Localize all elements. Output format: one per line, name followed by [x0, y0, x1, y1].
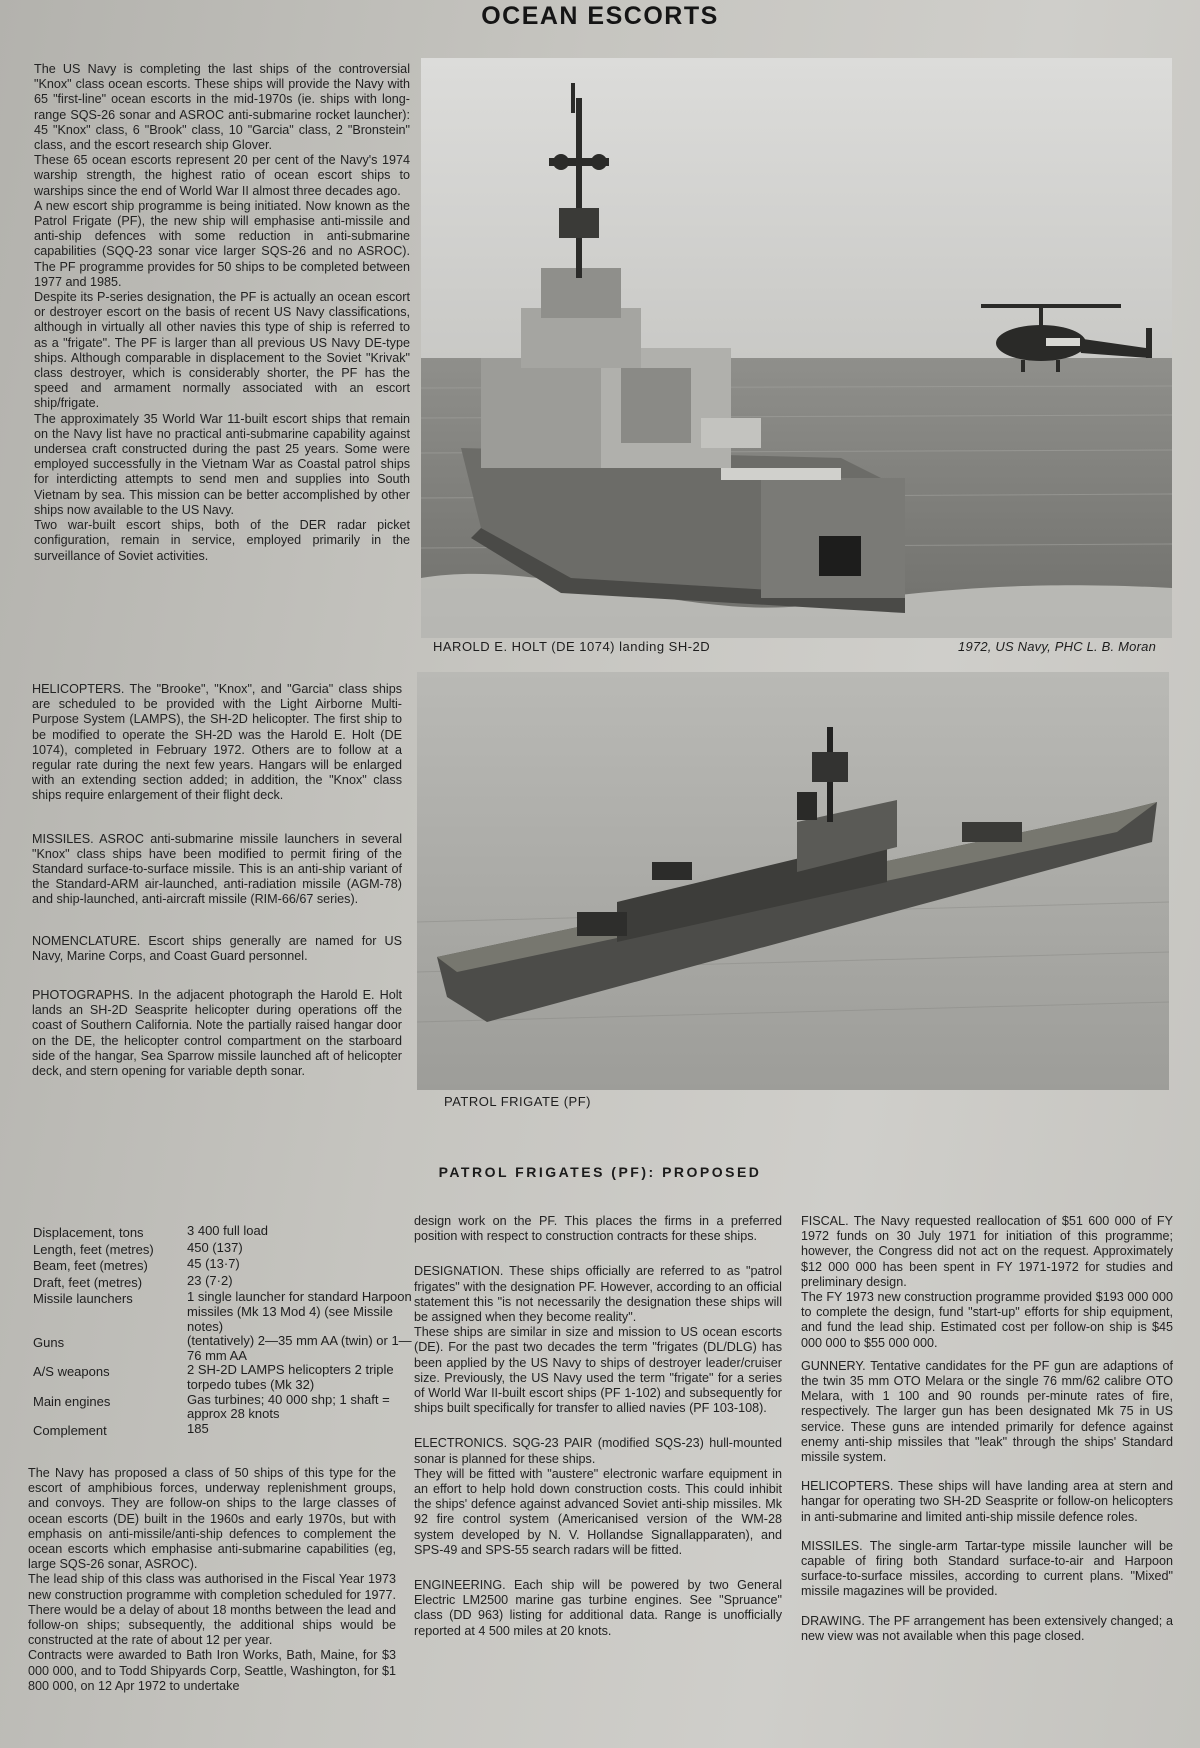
pf-col1-para-2: The lead ship of this class was authorised in the Fiscal Year 1973 new construction programme with completion scheduled for 1977. There would be a delay of about 18 months between the lead and follow-on ships; subsequently, the additional ships would be constructed at the rate of about 12 per year.: [28, 1572, 396, 1648]
spec-row: Guns (tentatively) 2—35 mm AA (twin) or 1—76 mm AA: [33, 1333, 412, 1363]
pf-col2-designation: DESIGNATION. These ships officially are referred to as "patrol frigates" with the designation PF. However, according to an official statement this "is not necessarily the designation these ships will be assigned when they become reality".: [414, 1264, 782, 1325]
photo1-credit: 1972, US Navy, PHC L. B. Moran: [958, 639, 1156, 654]
intro-para-5: The approximately 35 World War 11-built escort ships that remain on the Navy list have no practical anti-submarine capability against undersea craft constructed during the past 25 years. Some were employed successfully in the Vietnam War as Coastal patrol ships for interdicting attempts to send men and supplies into South Vietnam by sea. This mission can be better accomplished by other ships now available to the US Navy.: [34, 411, 410, 517]
photo2-caption: PATROL FRIGATE (PF): [444, 1094, 591, 1109]
spec-row: Missile launchers 1 single launcher for standard Harpoon missiles (Mk 13 Mod 4) (see Missile notes): [33, 1289, 412, 1334]
pf-col2-electronics: ELECTRONICS. SQG-23 PAIR (modified SQS-23) hull-mounted sonar is planned for these ships.: [414, 1436, 782, 1466]
pf-col3-drawing: DRAWING. The PF arrangement has been extensively changed; a new view was not available when this page closed.: [801, 1613, 1173, 1643]
note-helicopters: HELICOPTERS. The "Brooke", "Knox", and "Garcia" class ships are scheduled to be provided with the Light Airborne Multi-Purpose System (LAMPS), the SH-2D helicopter. The first ship to be modified to operate the SH-2D was the Harold E. Holt (DE 1074), completed in February 1972. Others are to follow at a regular rate during the next few years. Hangars will be enlarged with an extending section added; in addition, the "Knox" class ships require enlargement of their flight deck.: [32, 682, 402, 803]
page-title: OCEAN ESCORTS: [481, 2, 719, 30]
spec-row: Complement 185: [33, 1420, 209, 1438]
specs-table: [33, 1224, 413, 1438]
intro-para-1: The US Navy is completing the last ships of the controversial "Knox" class ocean escorts. These ships will provide the Navy with 65 "first-line" ocean escorts in the mid-1970s (ie. ships with long-range SQS-26 sonar and ASROC anti-submarine rocket launcher): 45 "Knox" class, 6 "Brook" class, 10 "Garcia" class, 2 "Bronstein" class, and the escort research ship Glover.: [34, 62, 410, 153]
photo-patrol-frigate: [417, 672, 1169, 1090]
note-photographs: PHOTOGRAPHS. In the adjacent photograph the Harold E. Holt lands an SH-2D Seasprite helicopter during operations off the coast of Southern California. Note the partially raised hangar door on the DE, the helicopter control compartment on the starboard side of the hangar, Sea Sparrow missile launched aft of helicopter deck, and stern opening for variable depth sonar.: [32, 988, 402, 1079]
note-nomenclature: NOMENCLATURE. Escort ships generally are named for US Navy, Marine Corps, and Coast Guard personnel.: [32, 933, 402, 963]
spec-row: Main engines Gas turbines; 40 000 shp; 1 shaft = approx 28 knots: [33, 1391, 390, 1422]
pf-col3-missiles: MISSILES. The single-arm Tartar-type missile launcher will be capable of firing both Standard surface-to-air and Harpoon surface-to-surface missiles, according to current plans. "Mixed" missile magazines will be provided.: [801, 1538, 1173, 1599]
spec-row: Length, feet (metres) 450 (137): [33, 1239, 243, 1257]
photo-harold-e-holt: [421, 58, 1172, 638]
specs-block: [33, 1224, 413, 1438]
patrol-frigate-drawing: [417, 672, 1169, 1090]
spec-row: Displacement, tons 3 400 full load: [33, 1223, 268, 1240]
pf-col3-fiscal: FISCAL. The Navy requested reallocation of $51 600 000 of FY 1972 funds on 30 July 1971 for initiation of this programme; however, the Congress did not act on the request. Approximately $12 000 000 has been spent in FY 1971-1972 for studies and preliminary design.: [801, 1214, 1173, 1289]
intro-para-4: Despite its P-series designation, the PF is actually an ocean escort or destroyer escort on the basis of recent US Navy classifications, although in virtually all other navies this type of ship is referred to as a "frigate". The PF is larger than all previous US Navy DE-type ships. Although comparable in displacement to the Soviet "Krivak" class destroyer, which is considerably shorter, the PF has the speed and armament normally associated with an escort ship/frigate.: [34, 290, 410, 411]
pf-col2-para-5: They will be fitted with "austere" electronic warfare equipment in an effort to help hold down construction costs. This could inhibit the ships' defence against advanced Soviet anti-ship missiles. Mk 92 fire control system (Americanised version of the WM-28 system developed by N. V. Hollandse Signallapparaten), and SPS-49 and SPS-55 search radars will be fitted.: [414, 1466, 782, 1557]
pf-col3-para-2: The FY 1973 new construction programme provided $193 000 000 to complete the design, fund "start-up" efforts for ship equipment, and fund the lead ship. Estimated cost per follow-on ship is $45 000 000 to $55 000 000.: [801, 1290, 1173, 1350]
section-title: PATROL FRIGATES (PF): PROPOSED: [438, 1164, 762, 1180]
spec-row: A/S weapons 2 SH-2D LAMPS helicopters 2 triple torpedo tubes (Mk 32): [33, 1362, 394, 1392]
pf-col3-helicopters: HELICOPTERS. These ships will have landing area at stern and hangar for operating two SH-2D Seasprite or follow-on helicopters in anti-submarine and limited anti-ship missile defence roles.: [801, 1479, 1173, 1524]
intro-para-2: These 65 ocean escorts represent 20 per cent of the Navy's 1974 warship strength, the highest ratio of ocean escort ships to warships since the end of World War II almost three decades ago.: [34, 153, 410, 198]
pf-col3-gunnery: GUNNERY. Tentative candidates for the PF gun are adaptions of the twin 35 mm OTO Melara or the single 76 mm/62 calibre OTO Melara, with 1 100 and 90 rounds per-minute rates of fire, respectively. The larger gun has been designated Mk 75 in US service. These guns are intended primarily for defence against enemy anti-ship missiles that "leak" through the ships' Standard missile system.: [801, 1358, 1173, 1465]
pf-col2-para-1: design work on the PF. This places the firms in a preferred position with respect to construction contracts for these ships.: [414, 1214, 782, 1244]
intro-para-3: A new escort ship programme is being initiated. Now known as the Patrol Frigate (PF), the new ship will emphasise anti-missile and anti-ship defences with some reduction in anti-submarine capabilities (SQQ-23 sonar vice larger SQS-26 and no ASROC). The PF programme provides for 50 ships to be completed between 1977 and 1985.: [34, 198, 410, 289]
pf-col2-engineering: ENGINEERING. Each ship will be powered by two General Electric LM2500 marine gas turbine engines. See "Spruance" class (DD 963) listing for additional data. Range is unofficially reported at 4 500 miles at 20 knots.: [414, 1578, 782, 1638]
ship-with-helicopter-photo: [421, 58, 1172, 638]
note-missiles: MISSILES. ASROC anti-submarine missile launchers in several "Knox" class ships have been modified to permit firing of the Standard surface-to-surface missile. This is an anti-ship variant of the Standard-ARM air-launched, anti-radiation missile (AGM-78) and ship-launched, anti-aircraft missile (RIM-66/67 series).: [32, 831, 402, 907]
pf-column-3: [801, 1214, 1173, 1644]
intro-para-6: Two war-built escort ships, both of the DER radar picket configuration, remain in service, employed primarily in the surveillance of Soviet activities.: [34, 518, 410, 563]
pf-col1-para-3: Contracts were awarded to Bath Iron Works, Bath, Maine, for $3 000 000, and to Todd Shipyards Corp, Seattle, Washington, for $1 800 000, on 12 Apr 1972 to undertake: [28, 1648, 396, 1693]
pf-column-1: [28, 1466, 396, 1694]
pf-column-2: [414, 1214, 782, 1639]
notes-column: [32, 682, 402, 1079]
spec-row: Draft, feet (metres) 23 (7·2): [33, 1272, 233, 1290]
intro-column: [34, 62, 410, 564]
pf-col2-para-3: These ships are similar in size and mission to US ocean escorts (DE). For the past two decades the term "frigates (DL/DLG) has been applied by the US Navy to ships of destroyer leader/cruiser size. Previously, the US Navy used the term "frigate" for a series of World War II-built escort ships (PF 1-102) and subsequently for ships built specifically for transfer to allied navies (PF 103-108).: [414, 1325, 782, 1416]
photo1-caption: HAROLD E. HOLT (DE 1074) landing SH-2D: [433, 639, 711, 654]
spec-row: Beam, feet (metres) 45 (13·7): [33, 1256, 240, 1274]
pf-col1-para-1: The Navy has proposed a class of 50 ships of this type for the escort of amphibious forces, underway replenishment groups, and convoys. They are follow-on ships to the large classes of ocean escorts (DE) built in the 1960s and early 1970s, but with emphasis on anti-missile/anti-ship defences to complement the ocean escorts which emphasise anti-submarine capabilities (eg, large SQS-26 sonar, ASROC).: [28, 1466, 396, 1572]
